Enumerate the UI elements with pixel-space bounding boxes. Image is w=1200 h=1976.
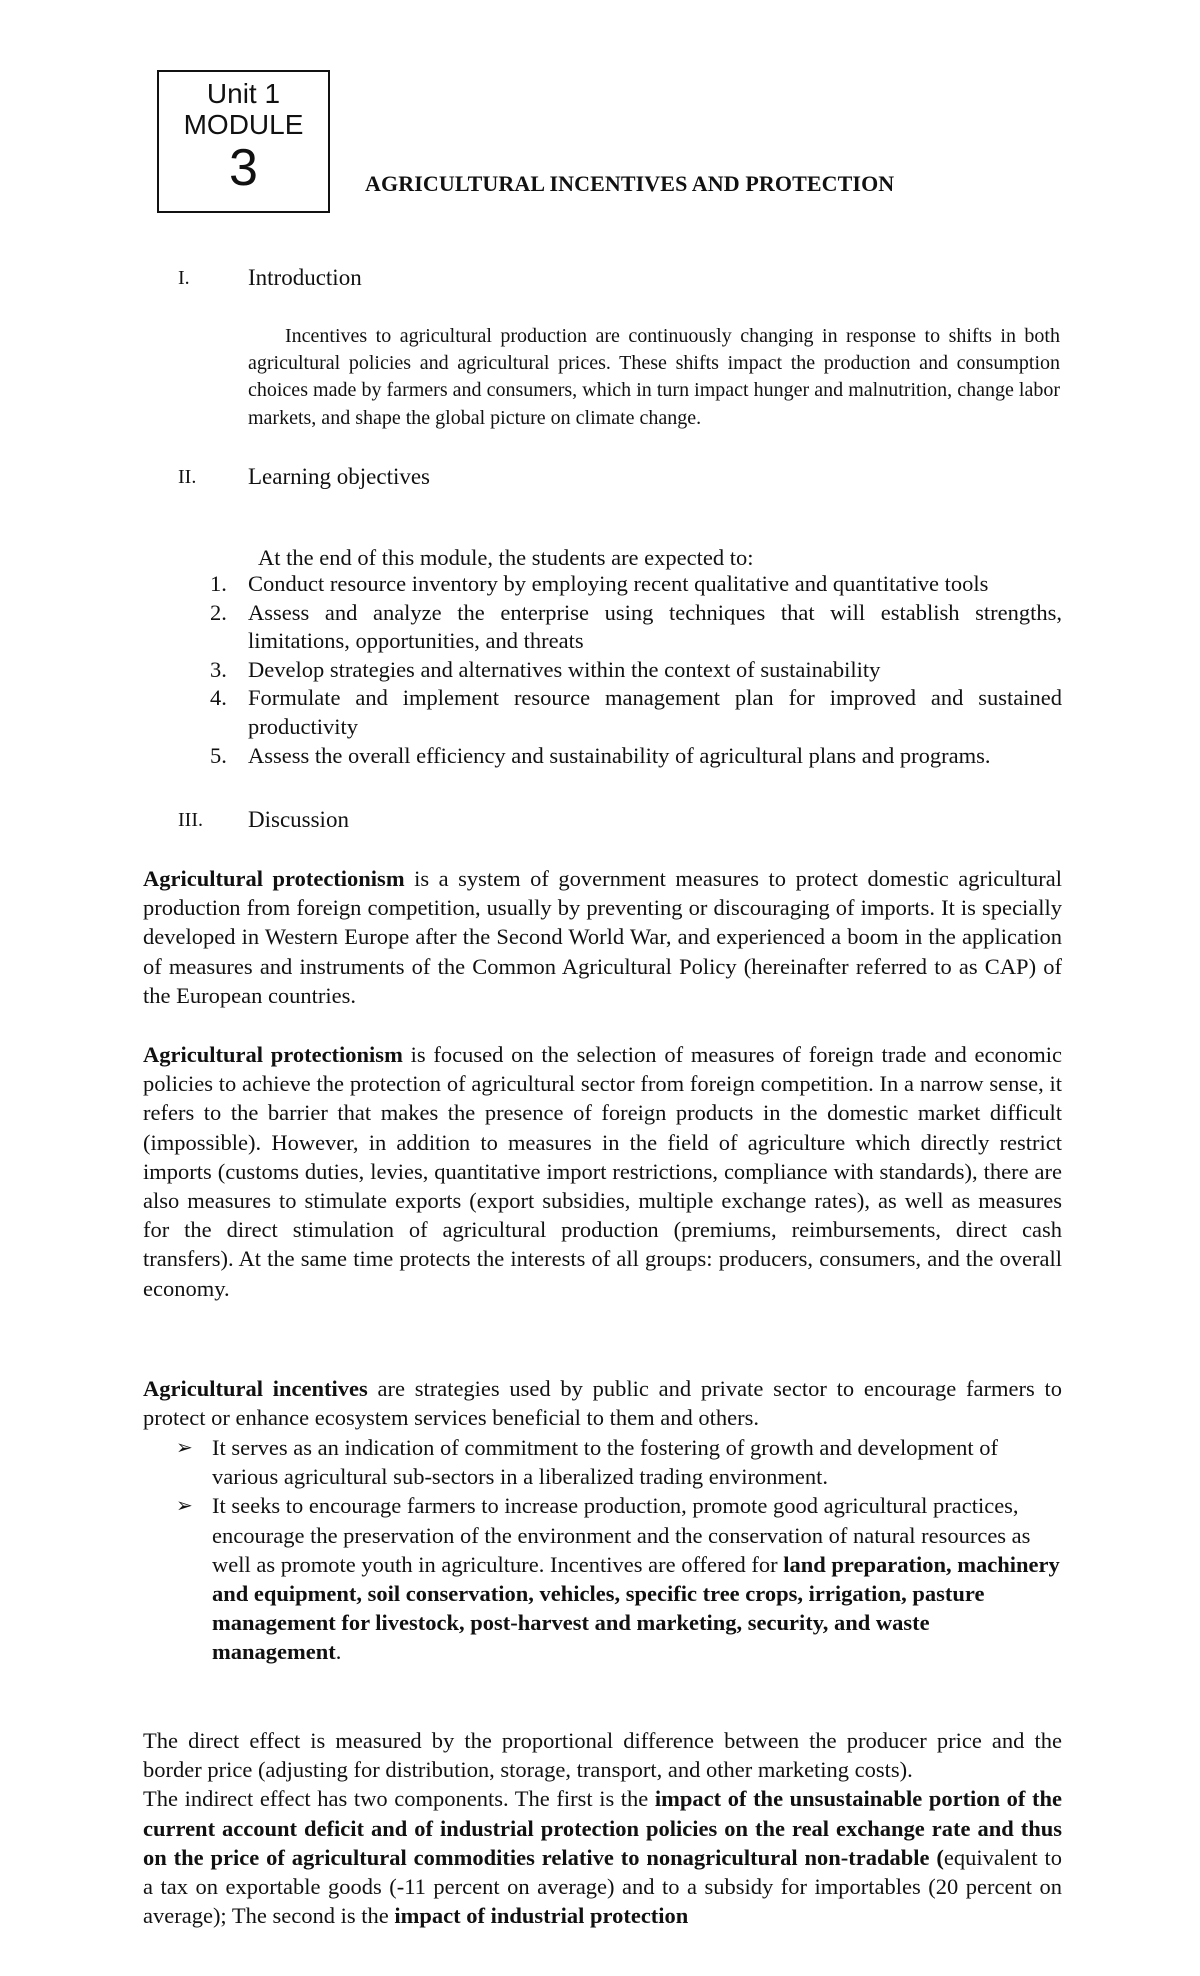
list-item xyxy=(210,570,1062,599)
bold-term: land preparation, machinery and equipment, soil conservation, vehicles, specific tree crops, irrigation, pasture management for livestock, post-harvest and marketing, security, and waste management xyxy=(212,1551,1060,1665)
section-number: III. xyxy=(178,809,203,831)
protectionism-paragraph-1 xyxy=(143,864,1062,1010)
bullet-text: . xyxy=(335,1639,342,1665)
section-heading: Introduction xyxy=(248,265,362,290)
indirect-effect-text: The indirect effect has two components. The first is the xyxy=(143,1786,655,1812)
section-number: I. xyxy=(178,267,190,289)
incentives-paragraph xyxy=(143,1374,1062,1432)
section-heading: Discussion xyxy=(248,807,349,832)
module-box xyxy=(157,70,330,213)
paragraph-text: are strategies used by public and private sector to encourage farmers to protect or enhance ecosystem services beneficial to them and others. xyxy=(143,1376,1062,1431)
list-item xyxy=(210,656,1062,685)
module-label: MODULE xyxy=(183,109,304,140)
arrow-bullet-icon: ➢ xyxy=(176,1435,193,1459)
item-number: 1. xyxy=(210,571,227,596)
bold-term: Agricultural incentives xyxy=(143,1376,368,1401)
item-number: 2. xyxy=(210,599,227,625)
bold-term: Agricultural protectionism xyxy=(143,866,405,891)
indirect-effect-text: equivalent to a tax on exportable goods (-11 percent on average) and to a subsidy for importables (20 percent on average); The second is the xyxy=(143,1844,1062,1929)
item-number: 5. xyxy=(210,742,227,768)
item-text: Assess and analyze the enterprise using techniques that will establish strengths, limitations, opportunities, and threats xyxy=(248,599,1062,654)
item-text: Assess the overall efficiency and sustainability of agricultural plans and programs. xyxy=(248,742,991,768)
effects-paragraph xyxy=(143,1726,1062,1930)
item-text: Develop strategies and alternatives within the context of sustainability xyxy=(248,656,881,682)
module-number: 3 xyxy=(229,139,258,197)
paragraph-text: is focused on the selection of measures of foreign trade and economic policies to achieve the protection of agricultural sector from foreign competition. In a narrow sense, it refers to the barrier that makes the presence of foreign products in the domestic market difficult (impossible). However, in addition to measures in the field of agriculture which directly restrict imports (customs duties, levies, quantitative import restrictions, compliance with standards), there are also measures to stimulate exports (export subsidies, multiple exchange rates), as well as measures for the direct stimulation of agricultural production (premiums, reimbursements, direct cash transfers). At the same time protects the interests of all groups: producers, consumers, and the overall economy. xyxy=(143,1042,1062,1301)
incentives-bullets xyxy=(176,1433,1062,1667)
unit-label: Unit 1 xyxy=(206,78,281,109)
bold-term: impact of the unsustainable portion of the current account deficit and of industrial protection policies on the real exchange rate and thus on the price of agricultural commodities relative to nonagricultural non-tradable ( xyxy=(143,1786,1063,1870)
item-text: Formulate and implement resource management plan for improved and sustained productivity xyxy=(248,685,1062,739)
bold-term: impact of industrial protection xyxy=(394,1903,689,1929)
protectionism-paragraph-2 xyxy=(143,1040,1062,1303)
item-text: Conduct resource inventory by employing recent qualitative and quantitative tools xyxy=(248,571,989,596)
list-item xyxy=(210,599,1062,656)
list-item xyxy=(176,1491,1062,1666)
bullet-text: It serves as an indication of commitment to the fostering of growth and development of various agricultural sub-sectors in a liberalized trading environment. xyxy=(212,1435,999,1490)
page-title: AGRICULTURAL INCENTIVES AND PROTECTION xyxy=(365,171,895,196)
item-number: 3. xyxy=(210,656,227,682)
section-number: II. xyxy=(178,466,197,488)
bold-term: Agricultural protectionism xyxy=(143,1042,403,1067)
arrow-bullet-icon: ➢ xyxy=(176,1493,193,1518)
item-number: 4. xyxy=(210,685,227,711)
paragraph-text: is a system of government measures to protect domestic agricultural production from foreign competition, usually by preventing or discouraging of imports. It is specially developed in Western Europe after the Second World War, and experienced a boom in the application of measures and instruments of the Common Agricultural Policy (hereinafter referred to as CAP) of the European countries. xyxy=(143,866,1062,1008)
objectives-lead: At the end of this module, the students are expected to: xyxy=(258,545,754,570)
objectives-list xyxy=(210,570,1062,770)
direct-effect-text: The direct effect is measured by the proportional difference between the producer price and the border price (adjusting for distribution, storage, transport, and other marketing costs). xyxy=(143,1728,1062,1783)
intro-paragraph: Incentives to agricultural production are continuously changing in response to shifts in both agricultural policies and agricultural prices. These shifts impact the production and consumption choices made by farmers and consumers, which in turn impact hunger and malnutrition, change labor markets, and shape the global picture on climate change. xyxy=(248,325,1060,429)
list-item xyxy=(176,1433,1062,1491)
bullet-text: It seeks to encourage farmers to increase production, promote good agricultural practices, encourage the preservation of the environment and the conservation of natural resources as well as promote youth in agriculture. Incentives are offered for xyxy=(212,1493,1031,1577)
list-item xyxy=(210,684,1062,741)
list-item xyxy=(210,742,1062,771)
section-heading: Learning objectives xyxy=(248,464,431,489)
